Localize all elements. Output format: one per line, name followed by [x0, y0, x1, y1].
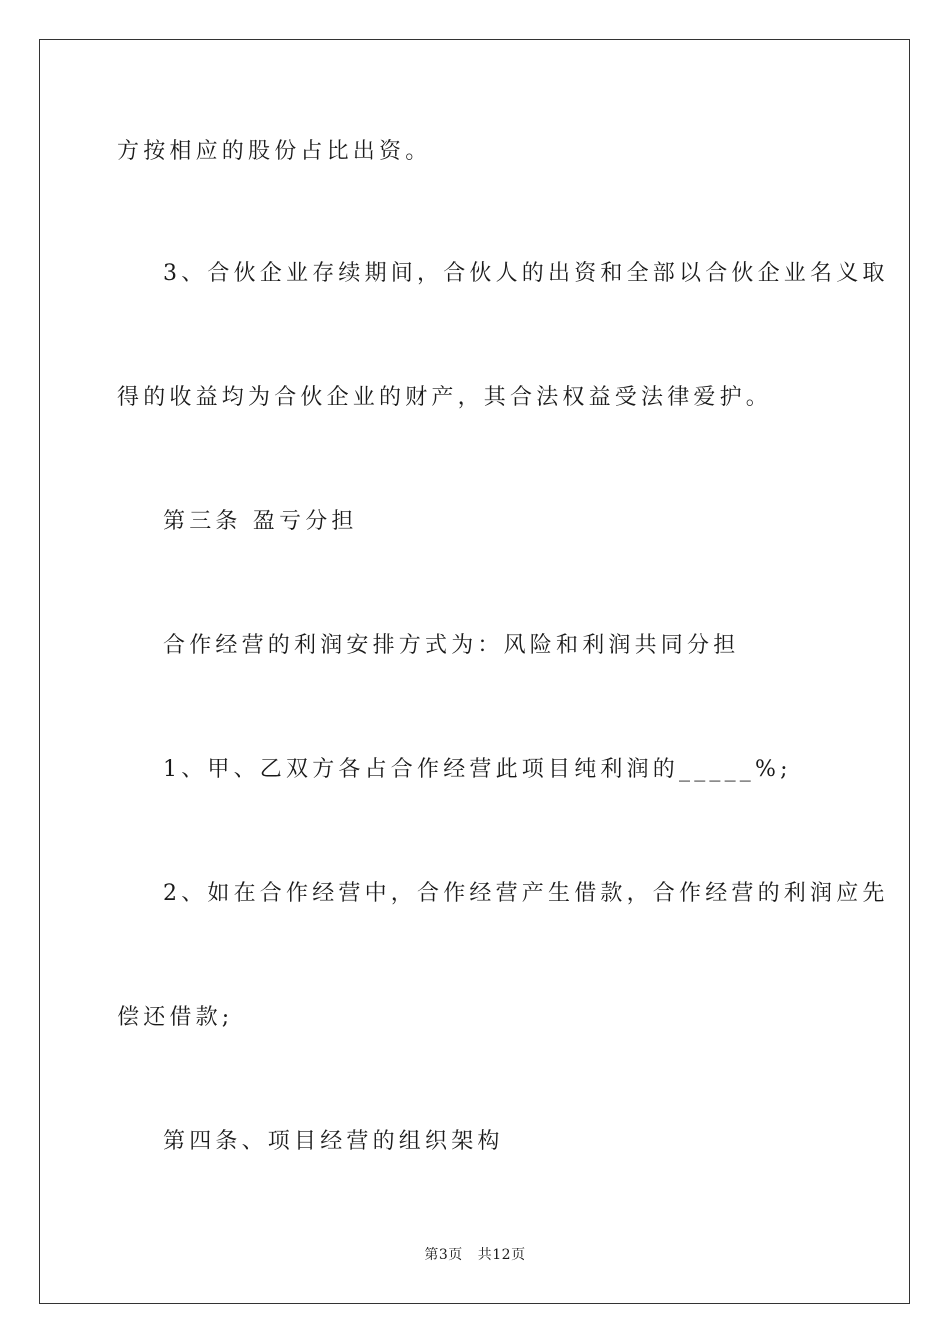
page-border	[39, 39, 910, 1304]
page-footer	[0, 1246, 950, 1264]
paragraph-line: 得的收益均为合伙企业的财产，其合法权益受法律爱护。	[117, 385, 773, 410]
paragraph-line: 偿还借款;	[117, 1005, 234, 1030]
section-heading: 第三条 盈亏分担	[163, 509, 358, 534]
page-total: 共12页	[477, 1247, 526, 1263]
section-heading: 第四条、项目经营的组织架构	[163, 1129, 504, 1154]
paragraph-line: 合作经营的利润安排方式为：风险和利润共同分担	[163, 633, 740, 658]
paragraph-line: 3、合伙企业存续期间，合伙人的出资和全部以合伙企业名义取	[163, 261, 889, 286]
paragraph-line: 方按相应的股份占比出资。	[117, 139, 432, 164]
paragraph-line: 2、如在合作经营中，合作经营产生借款，合作经营的利润应先	[163, 881, 889, 906]
paragraph-line: 1、甲、乙双方各占合作经营此项目纯利润的_____%;	[163, 757, 792, 782]
page-number: 第3页	[424, 1247, 463, 1263]
